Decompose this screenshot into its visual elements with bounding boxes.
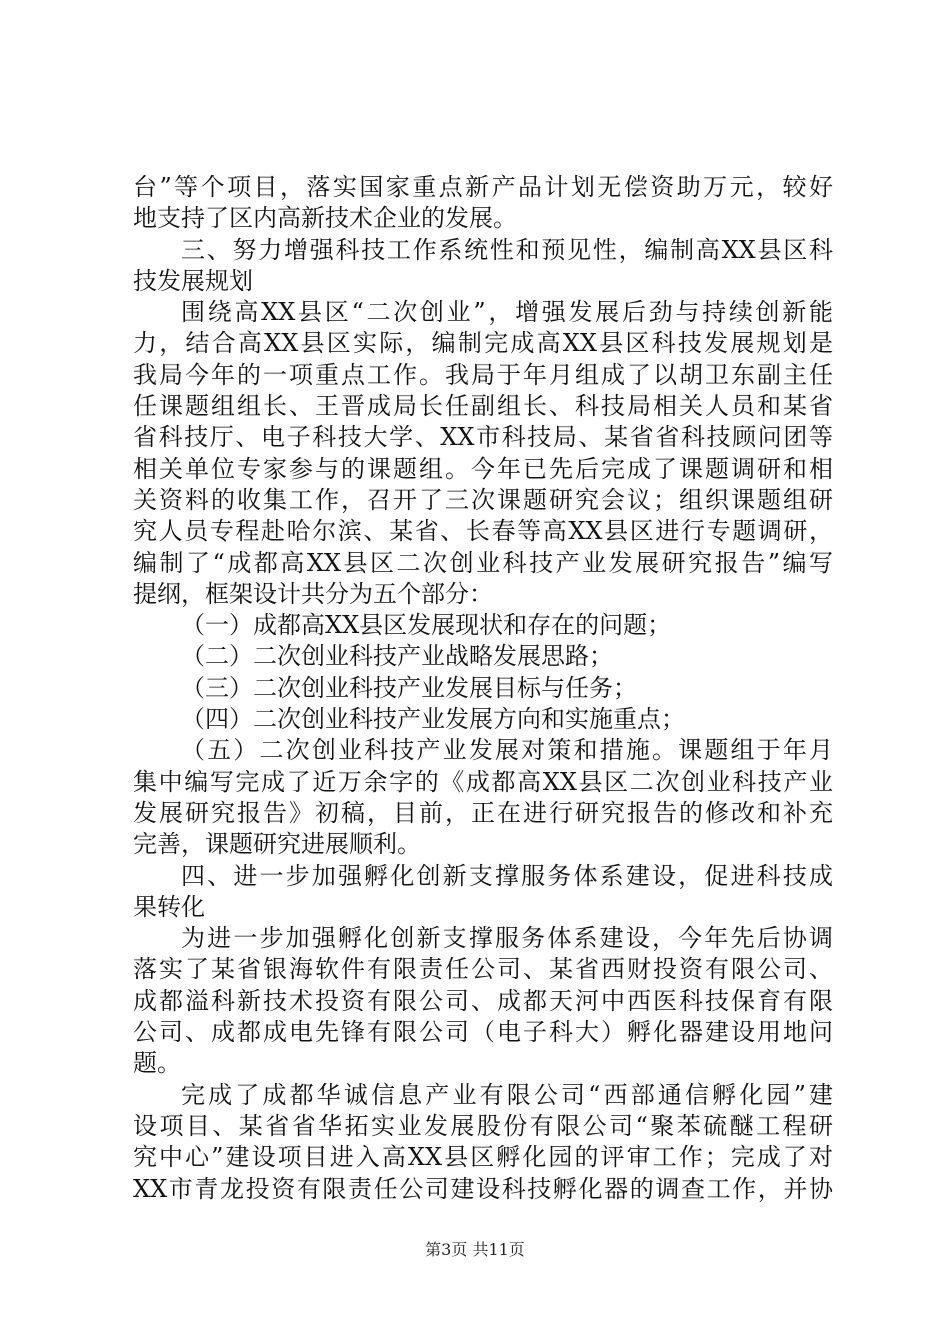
text-line: （三）二次创业科技产业发展目标与任务；	[181, 673, 637, 702]
text-line: 究人员专程赴哈尔滨、某省、长春等高XX县区进行专题调研，	[133, 517, 833, 546]
text-line: 落实了某省银海软件有限责任公司、某省西财投资有限公司、	[133, 955, 833, 984]
text-line: 集中编写完成了近万余字的《成都高XX县区二次创业科技产业	[133, 767, 833, 796]
text-line: （五）二次创业科技产业发展对策和措施。课题组于年月	[181, 736, 833, 765]
document-body	[133, 172, 833, 1205]
text-line: 发展研究报告》初稿，目前，正在进行研究报告的修改和补充	[133, 798, 833, 827]
text-line: （一）成都高XX县区发展现状和存在的问题；	[181, 611, 672, 640]
text-line: （二）二次创业科技产业战略发展思路；	[181, 642, 613, 671]
text-line: 完善，课题研究进展顺利。	[133, 830, 421, 859]
page-footer: 第3页 共11页	[425, 1240, 525, 1259]
text-line: 究中心”建设项目进入高XX县区孵化园的评审工作；完成了对	[133, 1143, 833, 1172]
text-line: 设项目、某省省华拓实业发展股份有限公司“聚苯硫醚工程研	[133, 1111, 833, 1140]
text-line: 技发展规划	[133, 266, 253, 295]
text-line: 提纲，框架设计共分为五个部分：	[133, 579, 493, 608]
text-line: 任课题组组长、王晋成局长任副组长、科技局相关人员和某省	[133, 392, 833, 421]
text-line: 关资料的收集工作，召开了三次课题研究会议；组织课题组研	[133, 485, 833, 514]
text-line: 公司、成都成电先锋有限公司（电子科大）孵化器建设用地问	[133, 1018, 833, 1047]
text-line: 台”等个项目，落实国家重点新产品计划无偿资助万元，较好	[133, 173, 833, 201]
text-line: （四）二次创业科技产业发展方向和实施重点；	[181, 705, 685, 734]
text-line: 省科技厅、电子科技大学、XX市科技局、某省省科技顾问团等	[133, 423, 833, 452]
text-line: 我局今年的一项重点工作。我局于年月组成了以胡卫东副主任	[133, 360, 833, 389]
text-line: 相关单位专家参与的课题组。今年已先后完成了课题调研和相	[133, 454, 833, 483]
text-line: 四、进一步加强孵化创新支撑服务体系建设，促进科技成	[181, 861, 833, 890]
text-line: 地支持了区内高新技术企业的发展。	[133, 204, 517, 233]
text-line: 力，结合高XX县区实际，编制完成高XX县区科技发展规划是	[133, 329, 833, 358]
text-line: 题。	[133, 1049, 181, 1078]
text-line: 完成了成都华诚信息产业有限公司“西部通信孵化园”建	[181, 1080, 833, 1109]
text-line: 三、努力增强科技工作系统性和预见性，编制高XX县区科	[181, 235, 833, 264]
text-line: 成都溢科新技术投资有限公司、成都天河中西医科技保育有限	[133, 986, 833, 1015]
text-line: 围绕高XX县区“二次创业”，增强发展后劲与持续创新能	[181, 298, 833, 327]
text-line: 果转化	[133, 892, 205, 921]
text-line: XX市青龙投资有限责任公司建设科技孵化器的调查工作，并协	[133, 1174, 833, 1203]
text-line: 为进一步加强孵化创新支撑服务体系建设，今年先后协调	[181, 924, 833, 953]
text-line: 编制了“成都高XX县区二次创业科技产业发展研究报告”编写	[133, 548, 833, 577]
